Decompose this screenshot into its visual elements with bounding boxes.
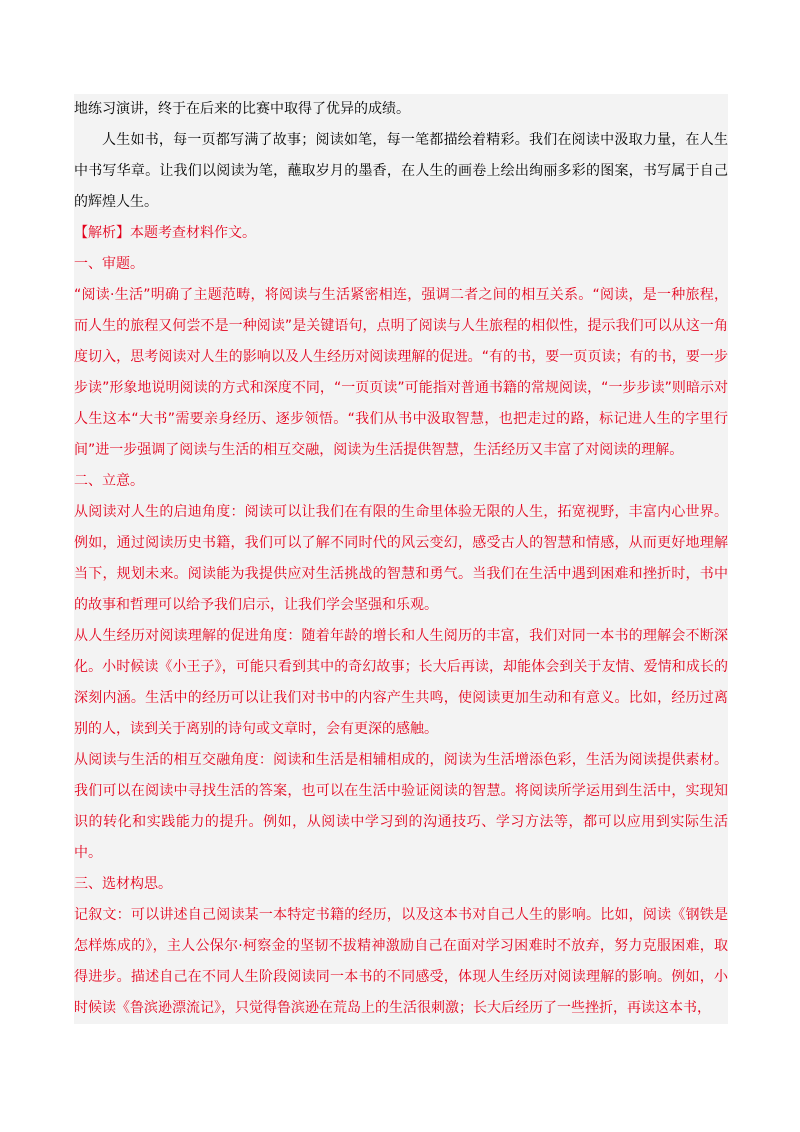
essay-concluding-paragraph: 人生如书，每一页都写满了故事；阅读如笔，每一笔都描绘着精彩。我们在阅读中汲取力量，在人生中书写华章。让我们以阅读为笔，蘸取岁月的墨香，在人生的画卷上绘出绚丽多彩的图案，书写属于自己的辉煌人生。 <box>74 125 728 218</box>
section-heading-material: 三、选材构思。 <box>74 869 728 900</box>
theme-paragraph-enlightenment: 从阅读对人生的启迪角度：阅读可以让我们在有限的生命里体验无限的人生，拓宽视野，丰富内心世界。例如，通过阅读历史书籍，我们可以了解不同时代的风云变幻，感受古人的智慧和情感，从而更好地理解当下，规划未来。阅读能为我提供应对生活挑战的智慧和勇气。当我们在生活中遇到困难和挫折时，书中的故事和哲理可以给予我们启示，让我们学会坚强和乐观。 <box>74 497 728 621</box>
essay-paragraph-continued: 地练习演讲，终于在后来的比赛中取得了优异的成绩。 <box>74 94 728 125</box>
document-body <box>74 94 728 1024</box>
theme-paragraph-integration: 从阅读与生活的相互交融角度：阅读和生活是相辅相成的，阅读为生活增添色彩，生活为阅读提供素材。我们可以在阅读中寻找生活的答案，也可以在生活中验证阅读的智慧。将阅读所学运用到生活中，实现知识的转化和实践能力的提升。例如，从阅读中学习到的沟通技巧、学习方法等，都可以应用到实际生活中。 <box>74 745 728 869</box>
section-heading-review: 一、审题。 <box>74 249 728 280</box>
section-heading-theme: 二、立意。 <box>74 466 728 497</box>
analysis-label: 【解析】本题考查材料作文。 <box>74 218 728 249</box>
material-paragraph-narrative: 记叙文：可以讲述自己阅读某一本特定书籍的经历，以及这本书对自己人生的影响。比如，阅读《钢铁是怎样炼成的》，主人公保尔·柯察金的坚韧不拔精神激励自己在面对学习困难时不放弃，努力克服困难，取得进步。描述自己在不同人生阶段阅读同一本书的不同感受，体现人生经历对阅读理解的影响。例如，小时候读《鲁滨逊漂流记》，只觉得鲁滨逊在荒岛上的生活很刺激；长大后经历了一些挫折，再读这本书， <box>74 900 728 1024</box>
theme-paragraph-experience: 从人生经历对阅读理解的促进角度：随着年龄的增长和人生阅历的丰富，我们对同一本书的理解会不断深化。小时候读《小王子》，可能只看到其中的奇幻故事；长大后再读，却能体会到关于友情、爱情和成长的深刻内涵。生活中的经历可以让我们对书中的内容产生共鸣，使阅读更加生动和有意义。比如，经历过离别的人，读到关于离别的诗句或文章时，会有更深的感触。 <box>74 621 728 745</box>
review-analysis-paragraph: “阅读·生活”明确了主题范畴，将阅读与生活紧密相连，强调二者之间的相互关系。“阅读，是一种旅程，而人生的旅程又何尝不是一种阅读”是关键语句，点明了阅读与人生旅程的相似性，提示我们可以从这一角度切入，思考阅读对人生的影响以及人生经历对阅读理解的促进。“有的书，要一页页读；有的书，要一步步读”形象地说明阅读的方式和深度不同，“一页页读”可能指对普通书籍的常规阅读，“一步步读”则暗示对人生这本“大书”需要亲身经历、逐步领悟。“我们从书中汲取智慧，也把走过的路，标记进人生的字里行间”进一步强调了阅读与生活的相互交融，阅读为生活提供智慧，生活经历又丰富了对阅读的理解。 <box>74 280 728 466</box>
